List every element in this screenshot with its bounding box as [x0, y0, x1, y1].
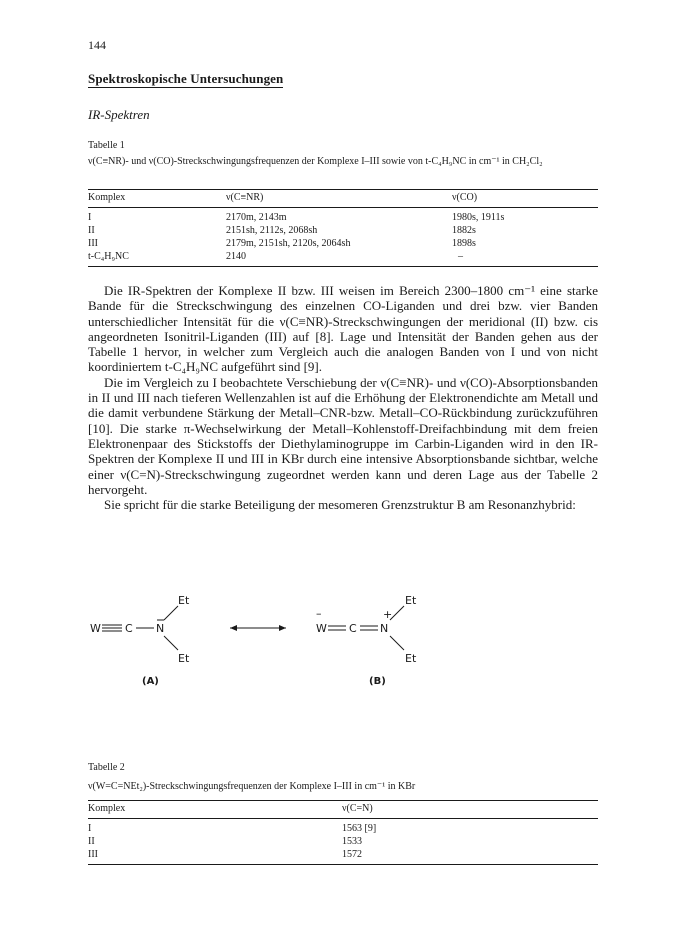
table-cell: 2179m, 2151sh, 2120s, 2064sh [226, 238, 351, 249]
table-cell: 2140 [226, 251, 246, 262]
table-cell: – [458, 251, 463, 262]
table-cell: 1898s [452, 238, 476, 249]
table-cell: III [88, 849, 98, 860]
table-cell: 2170m, 2143m [226, 212, 287, 223]
table-row [88, 237, 598, 250]
structure-b-et-bottom: Et [405, 652, 417, 665]
table1-header-cnr: ν(C≡NR) [226, 190, 452, 208]
table-cell: 2151sh, 2112s, 2068sh [226, 225, 318, 236]
table-cell: II [88, 836, 95, 847]
table2-header-row [88, 801, 598, 819]
structure-a [90, 594, 190, 665]
structure-a-w: W [90, 622, 101, 635]
table-row [88, 819, 598, 836]
table-cell: I [88, 212, 92, 223]
resonance-arrow-icon [230, 625, 286, 631]
structure-a-n: N [156, 622, 165, 635]
table1-header-row [88, 190, 598, 208]
table-cell: III [88, 238, 98, 249]
table-cell: 1533 [342, 836, 362, 847]
structure-a-et-bottom: Et [178, 652, 190, 665]
structure-b-w: W [316, 622, 327, 635]
table-cell: t-C₄H₉NC [88, 251, 129, 262]
table2-header-cn: ν(C=N) [342, 801, 598, 819]
table1-description: ν(C≡NR)- und ν(CO)-Streckschwingungsfrequenzen der Komplexe I–III sowie von t-C₄H₉NC in cm⁻¹ in CH₂Cl₂ [88, 156, 543, 167]
structure-b-c: C [349, 622, 357, 635]
table-cell: I [88, 823, 92, 834]
structure-b-label: (B) [369, 676, 386, 687]
paragraph-2: Die im Vergleich zu I beobachtete Verschiebung der ν(C≡NR)- und ν(CO)-Absorptionsbanden in II und III nach tieferen Wellenzahlen ist auf die Erhöhung der Elektronendichte am Metall und die damit verbundene Stärkung der Metall–CNR-bzw. Metall–CO-Rückbindung zurückzuführen [10]. Die starke π-Wechselwirkung der Metall–Kohlenstoff-Dreifachbindung mit dem freien Elektronenpaar des Stickstoffs der Diethylaminogruppe im Carbin-Liganden wird in den IR-Spektren der Komplexe II und III in KBr durch eine intensive Absorptionsbande sichtbar, welche einer ν(C=N)-Streckschwingung zugeordnet werden kann und deren Lage aus der Tabelle 2 hervorgeht. [88, 374, 598, 497]
structure-b-et-top: Et [405, 594, 417, 607]
table1 [88, 189, 598, 267]
structure-b-plus: + [383, 608, 393, 621]
table1-header-co: ν(CO) [452, 190, 598, 208]
structure-a-label: (A) [142, 676, 159, 687]
paragraph-1: Die IR-Spektren der Komplexe II bzw. III weisen im Bereich 2300–1800 cm⁻¹ eine starke Bande für die Streckschwingung des einzelnen CO-Liganden und drei bzw. vier Banden unterschiedlicher Intensität für die ν(C≡NR)-Streckschwingungen der meridional (II) bzw. cis angeordneten Isonitril-Liganden (III) auf [8]. Lage und Intensität der Banden gehen aus der Tabelle 1 hervor, in welcher zum Vergleich auch die analogen Banden von I und von nicht koordiniertem t-C₄H₉NC aufgeführt sind [9]. [88, 283, 598, 375]
bond-to-ethyl [164, 606, 178, 620]
table-cell: 1563 [9] [342, 823, 377, 834]
table-row [88, 848, 598, 865]
table1-header-complex: Komplex [88, 190, 226, 208]
table-row [88, 224, 598, 237]
body-text [88, 283, 598, 512]
table2-header-complex: Komplex [88, 801, 342, 819]
page-number: 144 [88, 38, 106, 52]
structure-b-n: N [380, 622, 389, 635]
table-cell: 1882s [452, 225, 476, 236]
table2-caption: Tabelle 2 [88, 762, 125, 773]
table-cell: 1980s, 1911s [452, 212, 505, 223]
table-row [88, 250, 598, 267]
section-heading: Spektroskopische Untersuchungen [88, 71, 284, 86]
table2 [88, 800, 598, 865]
paragraph-3: Sie spricht für die starke Beteiligung der mesomeren Grenzstruktur B am Resonanzhybrid: [104, 497, 576, 513]
structure-b-minus: – [316, 607, 322, 620]
table1-caption: Tabelle 1 [88, 140, 125, 151]
bond-to-ethyl [390, 636, 404, 650]
table2-description: ν(W=C=NEt₂)-Streckschwingungsfrequenzen der Komplexe I–III in cm⁻¹ in KBr [88, 781, 416, 792]
structure-a-et-top: Et [178, 594, 190, 607]
bond-to-ethyl [164, 636, 178, 650]
table-cell: 1572 [342, 849, 362, 860]
table-cell: II [88, 225, 95, 236]
subsection-heading: IR-Spektren [88, 107, 150, 122]
structure-a-c: C [125, 622, 133, 635]
table-row [88, 835, 598, 848]
structure-b [316, 594, 417, 665]
table-row [88, 208, 598, 225]
